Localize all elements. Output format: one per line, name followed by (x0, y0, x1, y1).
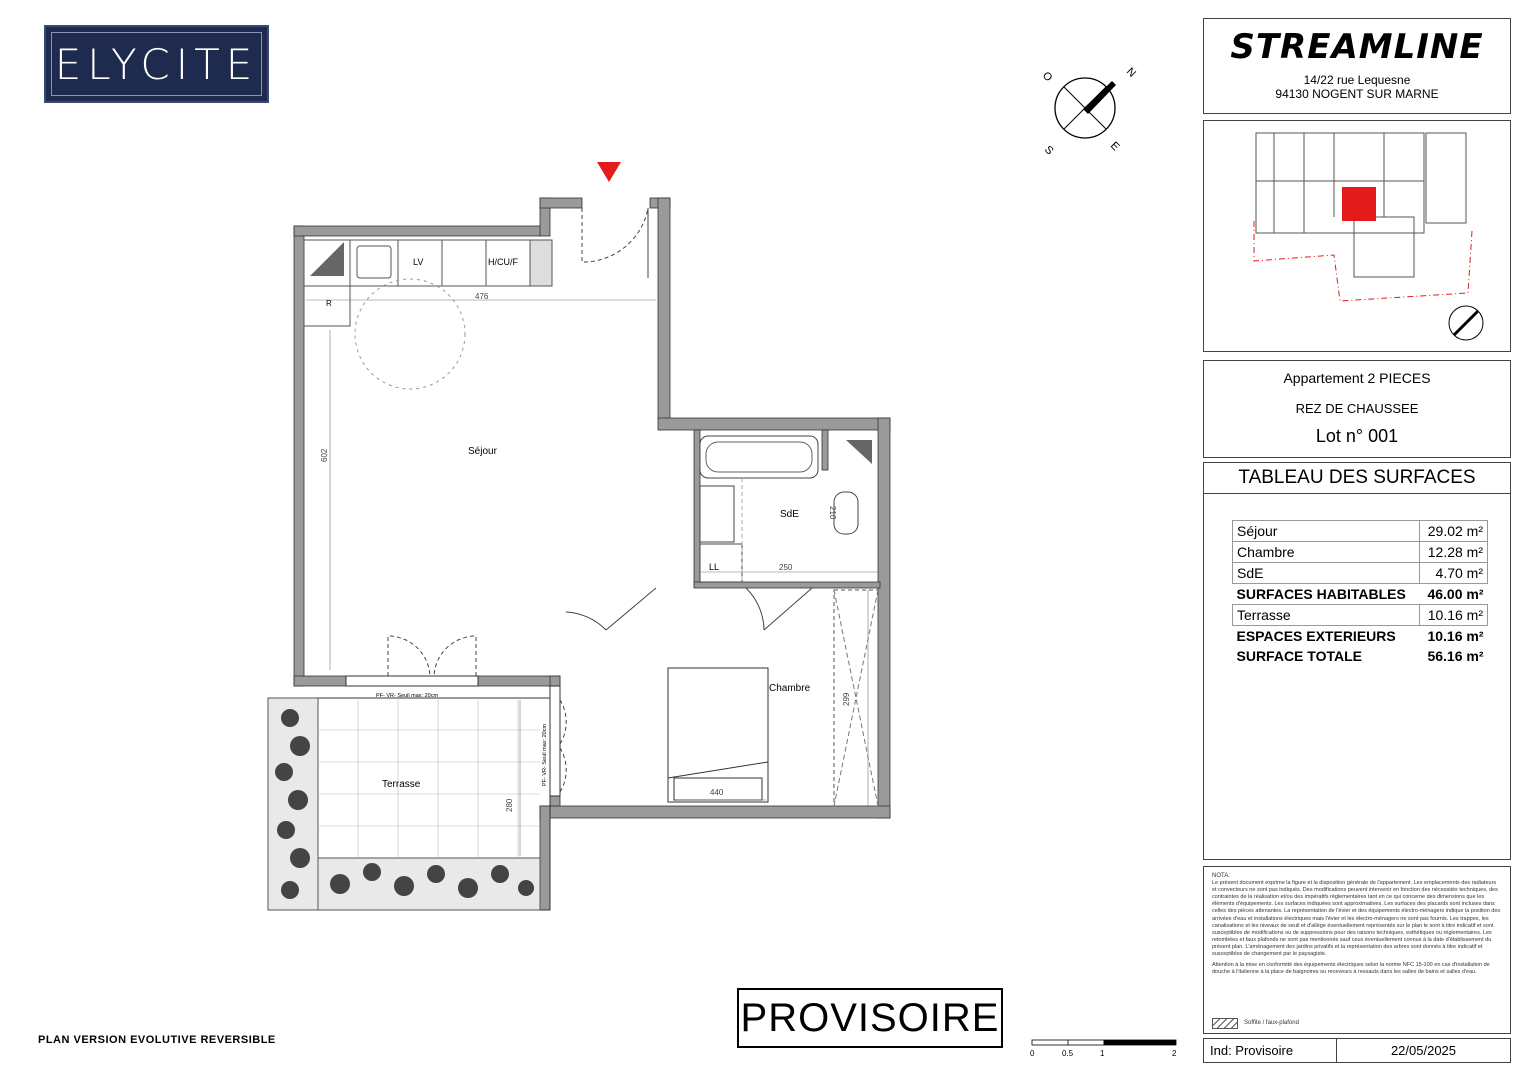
wall-terrasse-east (540, 806, 550, 910)
bed-icon (668, 668, 768, 802)
wall-entry-north-left (540, 198, 582, 208)
brand-address-line2: 94130 NOGENT SUR MARNE (1275, 87, 1439, 101)
surface-label: Séjour (1233, 521, 1420, 542)
terrasse-tiles (318, 698, 540, 858)
bathtub-inner (706, 442, 812, 472)
brand-name: STREAMLINE (1230, 27, 1484, 67)
wall-sejour-north (294, 226, 542, 236)
turning-circle (355, 279, 465, 389)
compass-s: S (1041, 143, 1056, 158)
wall-chambre-south (540, 806, 890, 818)
duct-shaft-icon (310, 242, 344, 276)
sejour-chambre-door (566, 588, 656, 630)
sejour-bay-window (346, 676, 478, 686)
wall-sejour-south-left (294, 676, 346, 686)
notes-box (1203, 866, 1511, 1034)
fixture-lv: LV (413, 257, 424, 267)
dim-440: 440 (710, 788, 724, 797)
dimension-lines (306, 300, 878, 856)
surface-row (1233, 584, 1488, 605)
bath-duct-icon (846, 440, 872, 464)
surface-row (1233, 646, 1488, 666)
walls (294, 198, 890, 910)
entry-door-swing (582, 208, 648, 262)
key-plan (1204, 121, 1510, 351)
hatch-swatch-icon (1212, 1018, 1238, 1029)
key-plan-building-east (1426, 133, 1466, 223)
surface-row (1233, 521, 1488, 542)
wall-chambre-north (658, 418, 890, 430)
threshold-chambre: PF- VR- Seuil max: 20cm (542, 723, 548, 786)
entry-marker (597, 162, 621, 182)
surfaces-title: TABLEAU DES SURFACES (1204, 463, 1510, 494)
revision-index: Ind: Provisoire (1204, 1039, 1337, 1062)
key-plan-box (1203, 120, 1511, 352)
dim-299: 299 (842, 692, 851, 706)
dim-210: 210 (828, 506, 837, 520)
compass-e: E (1107, 139, 1122, 154)
apartment-lot: Lot n° 001 (1315, 426, 1399, 446)
room-sde: SdE (780, 509, 799, 520)
sink-icon (357, 246, 391, 278)
surface-row (1233, 605, 1488, 626)
washbasin-icon (700, 486, 734, 542)
key-plan-building-main (1256, 133, 1424, 233)
chambre-window-doors (560, 700, 566, 792)
wall-sejour-east (658, 198, 670, 420)
apartment-type: Appartement 2 PIECES (1283, 370, 1431, 386)
surface-value: 4.70 m² (1420, 563, 1488, 584)
surface-value: 29.02 m² (1420, 521, 1488, 542)
plan-version-note: PLAN VERSION EVOLUTIVE REVERSIBLE (38, 1034, 276, 1046)
provisional-stamp: PROVISOIRE (737, 988, 1003, 1048)
surface-label: SURFACES HABITABLES (1236, 586, 1406, 602)
compass-o: O (1039, 69, 1055, 85)
scale-0: 0 (1030, 1049, 1035, 1058)
chambre-bay-window (550, 686, 560, 796)
surface-row (1233, 542, 1488, 563)
soffit-legend (1212, 1018, 1299, 1029)
notes-paragraph-2: Attention à la mise en conformité des équipements électriques selon la norme NFC 15-100 en cas d'installation de douche à l'italienne à la place de baignoires ou receveurs à ressauts dans les salles de bains et salles d'eau. (1212, 962, 1490, 976)
scale-bar (1030, 1038, 1190, 1062)
dim-250: 250 (779, 563, 793, 572)
surface-value: 56.16 m² (1427, 648, 1484, 664)
revision-footer (1203, 1038, 1511, 1063)
wall-sde-south (694, 582, 880, 588)
apartment-level: REZ DE CHAUSSEE (1295, 401, 1419, 416)
surfaces-table (1232, 520, 1488, 666)
wall-sejour-south-right (478, 676, 560, 686)
apartment-info-box (1203, 360, 1511, 458)
washing-machine-box (700, 544, 742, 582)
surface-value: 12.28 m² (1420, 542, 1488, 563)
room-sejour: Séjour (468, 446, 497, 457)
wall-chambre-east (878, 418, 890, 818)
dim-280: 280 (505, 798, 514, 812)
scale-2: 2 (1172, 1049, 1177, 1058)
threshold-sejour: PF- VR- Seuil max: 20cm (376, 693, 439, 699)
wall-sejour-west (294, 226, 304, 686)
electric-panel (530, 240, 552, 286)
key-plan-building-south (1354, 217, 1414, 277)
sde-door (746, 588, 812, 630)
scale-1: 1 (1100, 1049, 1105, 1058)
surface-row (1233, 563, 1488, 584)
surface-value: 10.16 m² (1427, 628, 1484, 644)
surface-label: ESPACES EXTERIEURS (1236, 628, 1396, 644)
notes-paragraph-1: Le présent document exprime la figure et la disposition générale de l'appartement. Les emplacements des radiateurs et convecteurs ne sont pas indiqués. Des modifications peuvent intervenir en fonction des nécessités techniques, des contraintes de la réalisation et/ou des impératifs réglementaires tant en ce qui concerne des dimensions que les éléments d'équipements. Les surfaces indiquées sont approximatives. Les surfaces des placards sont incluses dans celles des pièces attenantes. La représentation de l'évier et des équipements électro-ménagers indique la position des arrivées d'eau et installations électriques mais l'évier et les électro-ménagers ne sont pas fournis. Les trappes, les canalisations et les niveaux de seuil et d'allège éventuellement représentés sur le plan le sont à titre indicatif et sont susceptibles de modifications ou de suppressions pour des raisons techniques, esthétiques ou réglementaires. Les retombées et faux plafonds ne sont pas mentionnés sauf ceux éventuellement connus à la date d'établissement du présent plan. L'aménagement des jardins privatifs et la représentation des arbres sont donnés à titre indicatif et susceptibles de changement par le paysagiste. (1212, 880, 1501, 958)
surfaces-box (1203, 462, 1511, 860)
dim-602: 602 (320, 448, 329, 462)
fixture-r: R (326, 299, 332, 308)
surface-label: Chambre (1233, 542, 1420, 563)
room-terrasse: Terrasse (382, 779, 421, 790)
notes-title: NOTA: (1212, 873, 1230, 879)
dim-476: 476 (475, 292, 489, 301)
fixture-hcuf: H/CU/F (488, 257, 518, 267)
wall-sde-west (694, 430, 700, 586)
room-chambre: Chambre (769, 683, 811, 694)
revision-date: 22/05/2025 (1390, 1043, 1457, 1058)
brand-address-line1: 14/22 rue Lequesne (1303, 73, 1411, 87)
fixture-ll: LL (709, 562, 720, 572)
surface-label: SURFACE TOTALE (1236, 648, 1362, 664)
brand-box (1203, 18, 1511, 114)
surface-value: 10.16 m² (1420, 605, 1488, 626)
key-plan-lot-highlight (1342, 187, 1376, 221)
scale-05: 0.5 (1062, 1049, 1074, 1058)
compass-n: N (1123, 65, 1138, 80)
logo-text: ELYCITE (54, 39, 259, 89)
surface-row (1233, 626, 1488, 647)
soffit-legend-label: Soffite / faux-plafond (1244, 1019, 1299, 1026)
surface-value: 46.00 m² (1427, 586, 1484, 602)
surface-label: SdE (1233, 563, 1420, 584)
wall-sde-east (822, 430, 828, 470)
sejour-window-doors (388, 636, 476, 676)
surface-label: Terrasse (1233, 605, 1420, 626)
planter-south (318, 858, 540, 910)
